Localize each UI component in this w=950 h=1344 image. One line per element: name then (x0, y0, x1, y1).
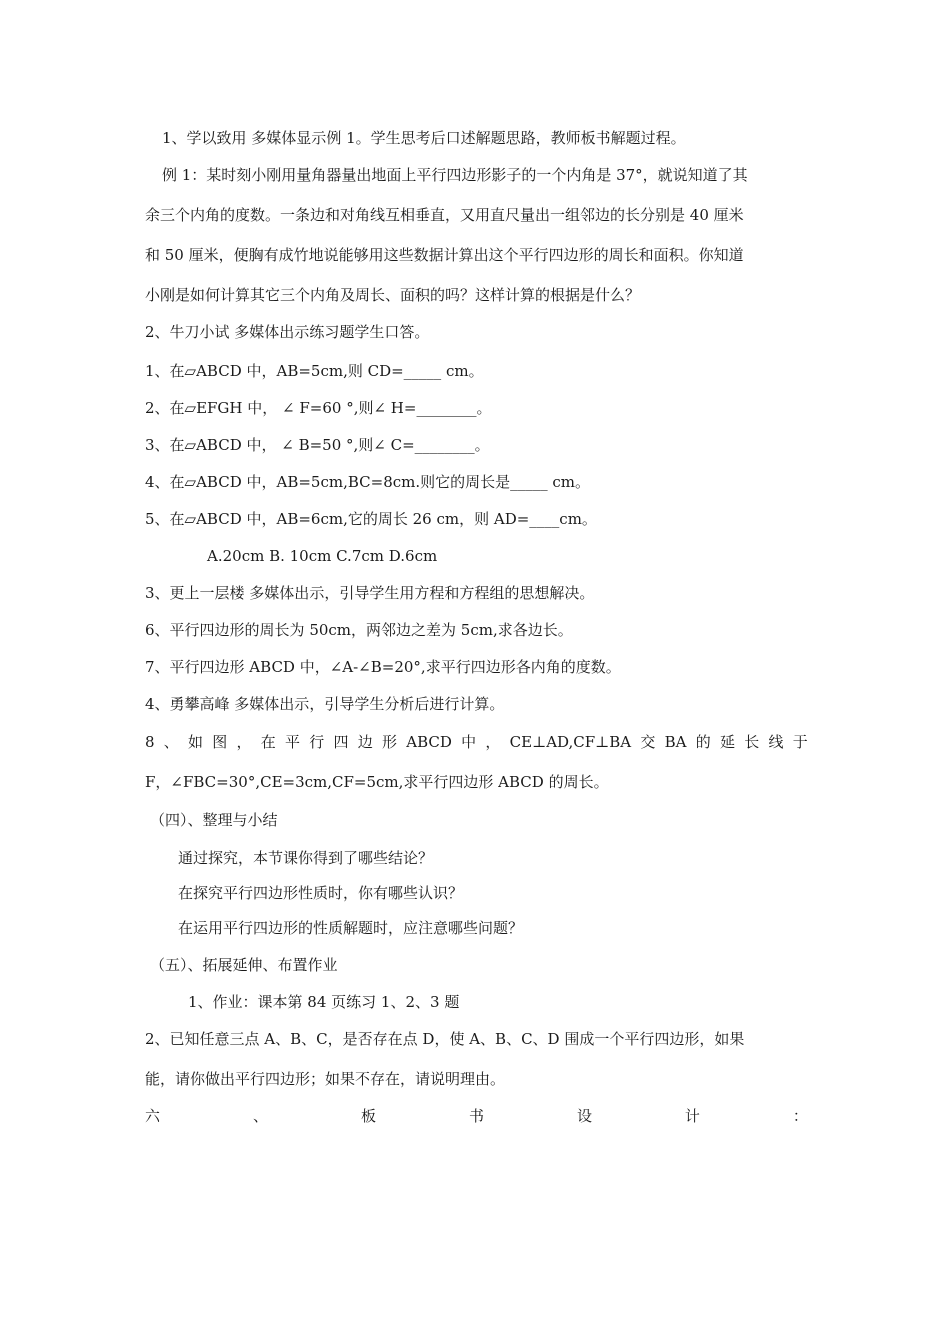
text-token: 交 (640, 733, 656, 751)
text-token: 延 (719, 733, 735, 751)
text-token: 计 (684, 1107, 700, 1125)
heading-six (145, 1106, 808, 1126)
text-token: 长 (744, 733, 760, 751)
text-token: CE⊥AD,CF⊥BA (509, 733, 632, 751)
text-token: 板 (360, 1107, 376, 1125)
exercise-line: 4、在▱ABCD 中，AB=5cm,BC=8cm.则它的周长是_____ cm。 (145, 473, 591, 491)
text-token: ABCD (406, 733, 452, 751)
text-token: 线 (768, 733, 784, 751)
text-token: ， (236, 733, 252, 751)
text-line: 例 1：某时刻小刚用量角器量出地面上平行四边形影子的一个内角是 37°，就说知道了其 (162, 166, 748, 184)
text-token: 书 (468, 1107, 484, 1125)
exercise-line: F，∠FBC=30°,CE=3cm,CF=5cm,求平行四边形 ABCD 的周长。 (145, 773, 609, 791)
text-line: 余三个内角的度数。一条边和对角线互相垂直，又用直尺量出一组邻边的长分别是 40 厘米 (145, 206, 744, 224)
text-line: 通过探究，本节课你得到了哪些结论？ (178, 849, 434, 867)
text-token: 设 (576, 1107, 592, 1125)
text-token: ： (792, 1107, 808, 1125)
exercise-line: 6、平行四边形的周长为 50cm，两邻边之差为 5cm,求各边长。 (145, 621, 573, 639)
text-token: 平 (285, 733, 301, 751)
exercise-line: 2、在▱EFGH 中， ∠ F=60 °,则∠ H=________。 (145, 399, 492, 417)
section-heading: （四）、整理与小结 (150, 811, 278, 829)
text-line: 小刚是如何计算其它三个内角及周长、面积的吗？这样计算的根据是什么？ (145, 286, 641, 304)
text-token: 边 (357, 733, 373, 751)
text-token: 、 (252, 1107, 268, 1125)
text-token: 如 (188, 733, 204, 751)
exercise-line: 5、在▱ABCD 中，AB=6cm,它的周长 26 cm，则 AD=____cm。 (145, 510, 597, 528)
section-heading: 4、勇攀高峰 多媒体出示，引导学生分析后进行计算。 (145, 695, 505, 713)
text-token: 行 (309, 733, 325, 751)
exercise-line: 3、在▱ABCD 中， ∠ B=50 °,则∠ C=________。 (145, 436, 490, 454)
text-line: 和 50 厘米，便胸有成竹地说能够用这些数据计算出这个平行四边形的周长和面积。你知道 (145, 246, 744, 264)
text-line: 1、学以致用 多媒体显示例 1。学生思考后口述解题思路，教师板书解题过程。 (162, 129, 686, 147)
text-line: 能，请你做出平行四边形；如果不存在，请说明理由。 (145, 1070, 506, 1088)
text-line: 1、作业：课本第 84 页练习 1、2、3 题 (188, 993, 460, 1011)
text-line: 2、已知任意三点 A、B、C，是否存在点 D，使 A、B、C、D 围成一个平行四边形，如果 (145, 1030, 745, 1048)
text-token: 形 (382, 733, 398, 751)
section-heading: 2、牛刀小试 多媒体出示练习题学生口答。 (145, 323, 430, 341)
text-line: 在探究平行四边形性质时，你有哪些认识？ (178, 884, 464, 902)
text-token: 中 (461, 733, 477, 751)
text-token: ， (485, 733, 501, 751)
text-token: 在 (260, 733, 276, 751)
section-heading: 3、更上一层楼 多媒体出示，引导学生用方程和方程组的思想解决。 (145, 584, 595, 602)
text-token: 四 (333, 733, 349, 751)
exercise-line: 7、平行四边形 ABCD 中，∠A-∠B=20°,求平行四边形各内角的度数。 (145, 658, 621, 676)
text-token: 图 (212, 733, 228, 751)
text-token: BA (664, 733, 687, 751)
exercise-line: 1、在▱ABCD 中，AB=5cm,则 CD=_____ cm。 (145, 362, 484, 380)
text-token: 、 (163, 733, 179, 751)
section-heading: （五）、拓展延伸、布置作业 (150, 956, 338, 974)
exercise-8-line-1 (145, 732, 808, 752)
text-token: 的 (695, 733, 711, 751)
text-token: 于 (792, 733, 808, 751)
answer-options: A.20cm B. 10cm C.7cm D.6cm (207, 547, 438, 565)
text-token: 六 (145, 1107, 161, 1125)
text-line: 在运用平行四边形的性质解题时，应注意哪些问题？ (178, 919, 524, 937)
text-token: 8 (145, 733, 155, 751)
